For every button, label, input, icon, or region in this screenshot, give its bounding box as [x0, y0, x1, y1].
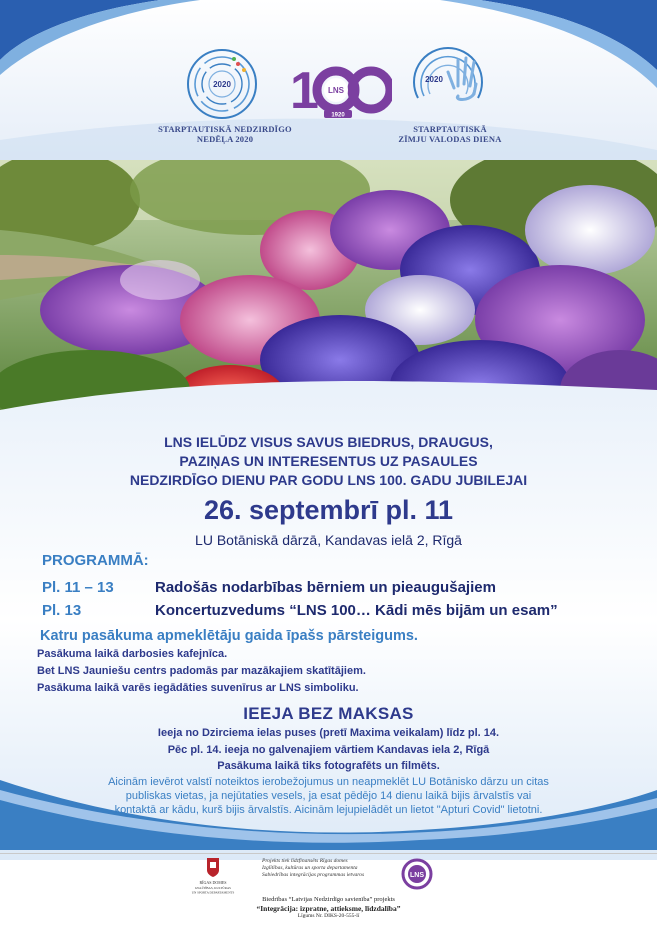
note-souvenirs: Pasākuma laikā varēs iegādāties suvenīrus ar LNS simboliku. [37, 682, 359, 694]
invitation-line-2: PAZIŅAS UN INTERESENTUS UZ PASAULES [179, 453, 478, 469]
sign-language-day-caption [380, 124, 520, 144]
sign-language-caption-line2: ZĪMJU VALODAS DIENA [398, 134, 502, 144]
footer-divider [0, 853, 657, 854]
project-line-1: Biedrības “Latvijas Nedzirdīgo savienība” projekts [262, 896, 395, 903]
program-item-1-time: Pl. 11 – 13 [42, 579, 114, 596]
lns-abbr: LNS [328, 86, 344, 95]
entry-line-2: Pēc pl. 14. ieeja no galvenajiem vārtiem Kandavas iela 2, Rīgā [167, 744, 490, 756]
riga-logo-line1: RĪGAS DOMES [199, 880, 227, 885]
sign-language-caption-line1: STARPTAUTISKĀ [413, 124, 487, 134]
deaf-week-logo [172, 42, 272, 122]
entry-line-3: Pasākuma laikā tiks fotografēts un filmēts. [217, 760, 440, 772]
invitation-line-3: NEDZIRDĪGO DIENU PAR GODU LNS 100. GADU JUBILEJAI [129, 472, 528, 488]
covid-line-3: kontaktā ar kādu, kurš bijis ārvalstīs. Aicinām lejupielādēt un lietot "Apturi Covid" lietotni. [114, 804, 543, 816]
funding-line-3: Sabiedrības integrācijas programmas ietvaros [262, 872, 365, 878]
logo-left-year: 2020 [213, 80, 231, 89]
deaf-week-caption-line2: NEDĒĻA 2020 [196, 134, 254, 144]
program-item-1-title: Radošās nodarbības bērniem un pieaugušajiem [155, 579, 496, 596]
riga-logo-line2: IZGLĪTĪBAS, KULTŪRAS [195, 886, 231, 890]
lns-100-logo [288, 58, 392, 120]
covid-line-1: Aicinām ievērot valstī noteiktos ierobežojumus un neapmeklēt LU Botānisko dārzu un citas [108, 776, 549, 788]
project-line-3: Līgums Nr. DIKS-20-555-lī [297, 913, 360, 919]
funding-text [262, 858, 392, 879]
entry-line-1: Ieeja no Dzirciema ielas puses (pretī Maxima veikalam) līdz pl. 14. [157, 727, 500, 739]
svg-text:1: 1 [290, 62, 319, 120]
event-venue: LU Botāniskā dārzā, Kandavas ielā 2, Rīgā [195, 532, 462, 548]
note-youth-centre: Bet LNS Jauniešu centrs padomās par mazākajiem skatītājiem. [37, 665, 366, 677]
lns-footer-abbr: LNS [410, 872, 424, 879]
sign-language-day-logo [398, 38, 498, 120]
riga-city-logo [183, 856, 243, 896]
program-heading: PROGRAMMĀ: [42, 552, 149, 569]
surprise-note: Katru pasākuma apmeklētāju gaida īpašs pārsteigums. [40, 628, 418, 644]
logo-right-year: 2020 [425, 75, 443, 84]
free-entry-heading: IEEJA BEZ MAKSAS [243, 704, 414, 723]
lns-year: 1920 [331, 112, 345, 119]
invitation-line-1: LNS IELŪDZ VISUS SAVUS BIEDRUS, DRAUGUS, [164, 434, 493, 450]
riga-logo-line3: UN SPORTA DEPARTAMENTS [191, 890, 235, 895]
event-date-time: 26. septembrī pl. 11 [203, 495, 454, 525]
covid-line-2: publiskas vietas, ja nejūtaties vesels, ja esat pēdējo 14 dienu laikā bijis ārvalstīs vai [125, 790, 532, 802]
project-line-2: “Integrācija: izpratne, attieksme, līdzdalība” [256, 904, 401, 913]
funding-line-1: Projekts tiek līdzfinansēts Rīgas domes [262, 858, 348, 864]
deaf-week-caption-line1: STARPTAUTISKĀ NEDZIRDĪGO [158, 124, 292, 134]
project-info [150, 896, 507, 920]
program-item-2-time: Pl. 13 [42, 602, 82, 619]
funding-line-2: Izglītības, kultūras un sporta departamenta [262, 865, 358, 871]
lns-footer-logo [400, 858, 434, 890]
deaf-week-caption [140, 124, 310, 144]
note-cafe: Pasākuma laikā darbosies kafejnīca. [37, 648, 228, 660]
program-item-2-title: Koncertuzvedums “LNS 100… Kādi mēs bijām un esam” [155, 602, 558, 619]
